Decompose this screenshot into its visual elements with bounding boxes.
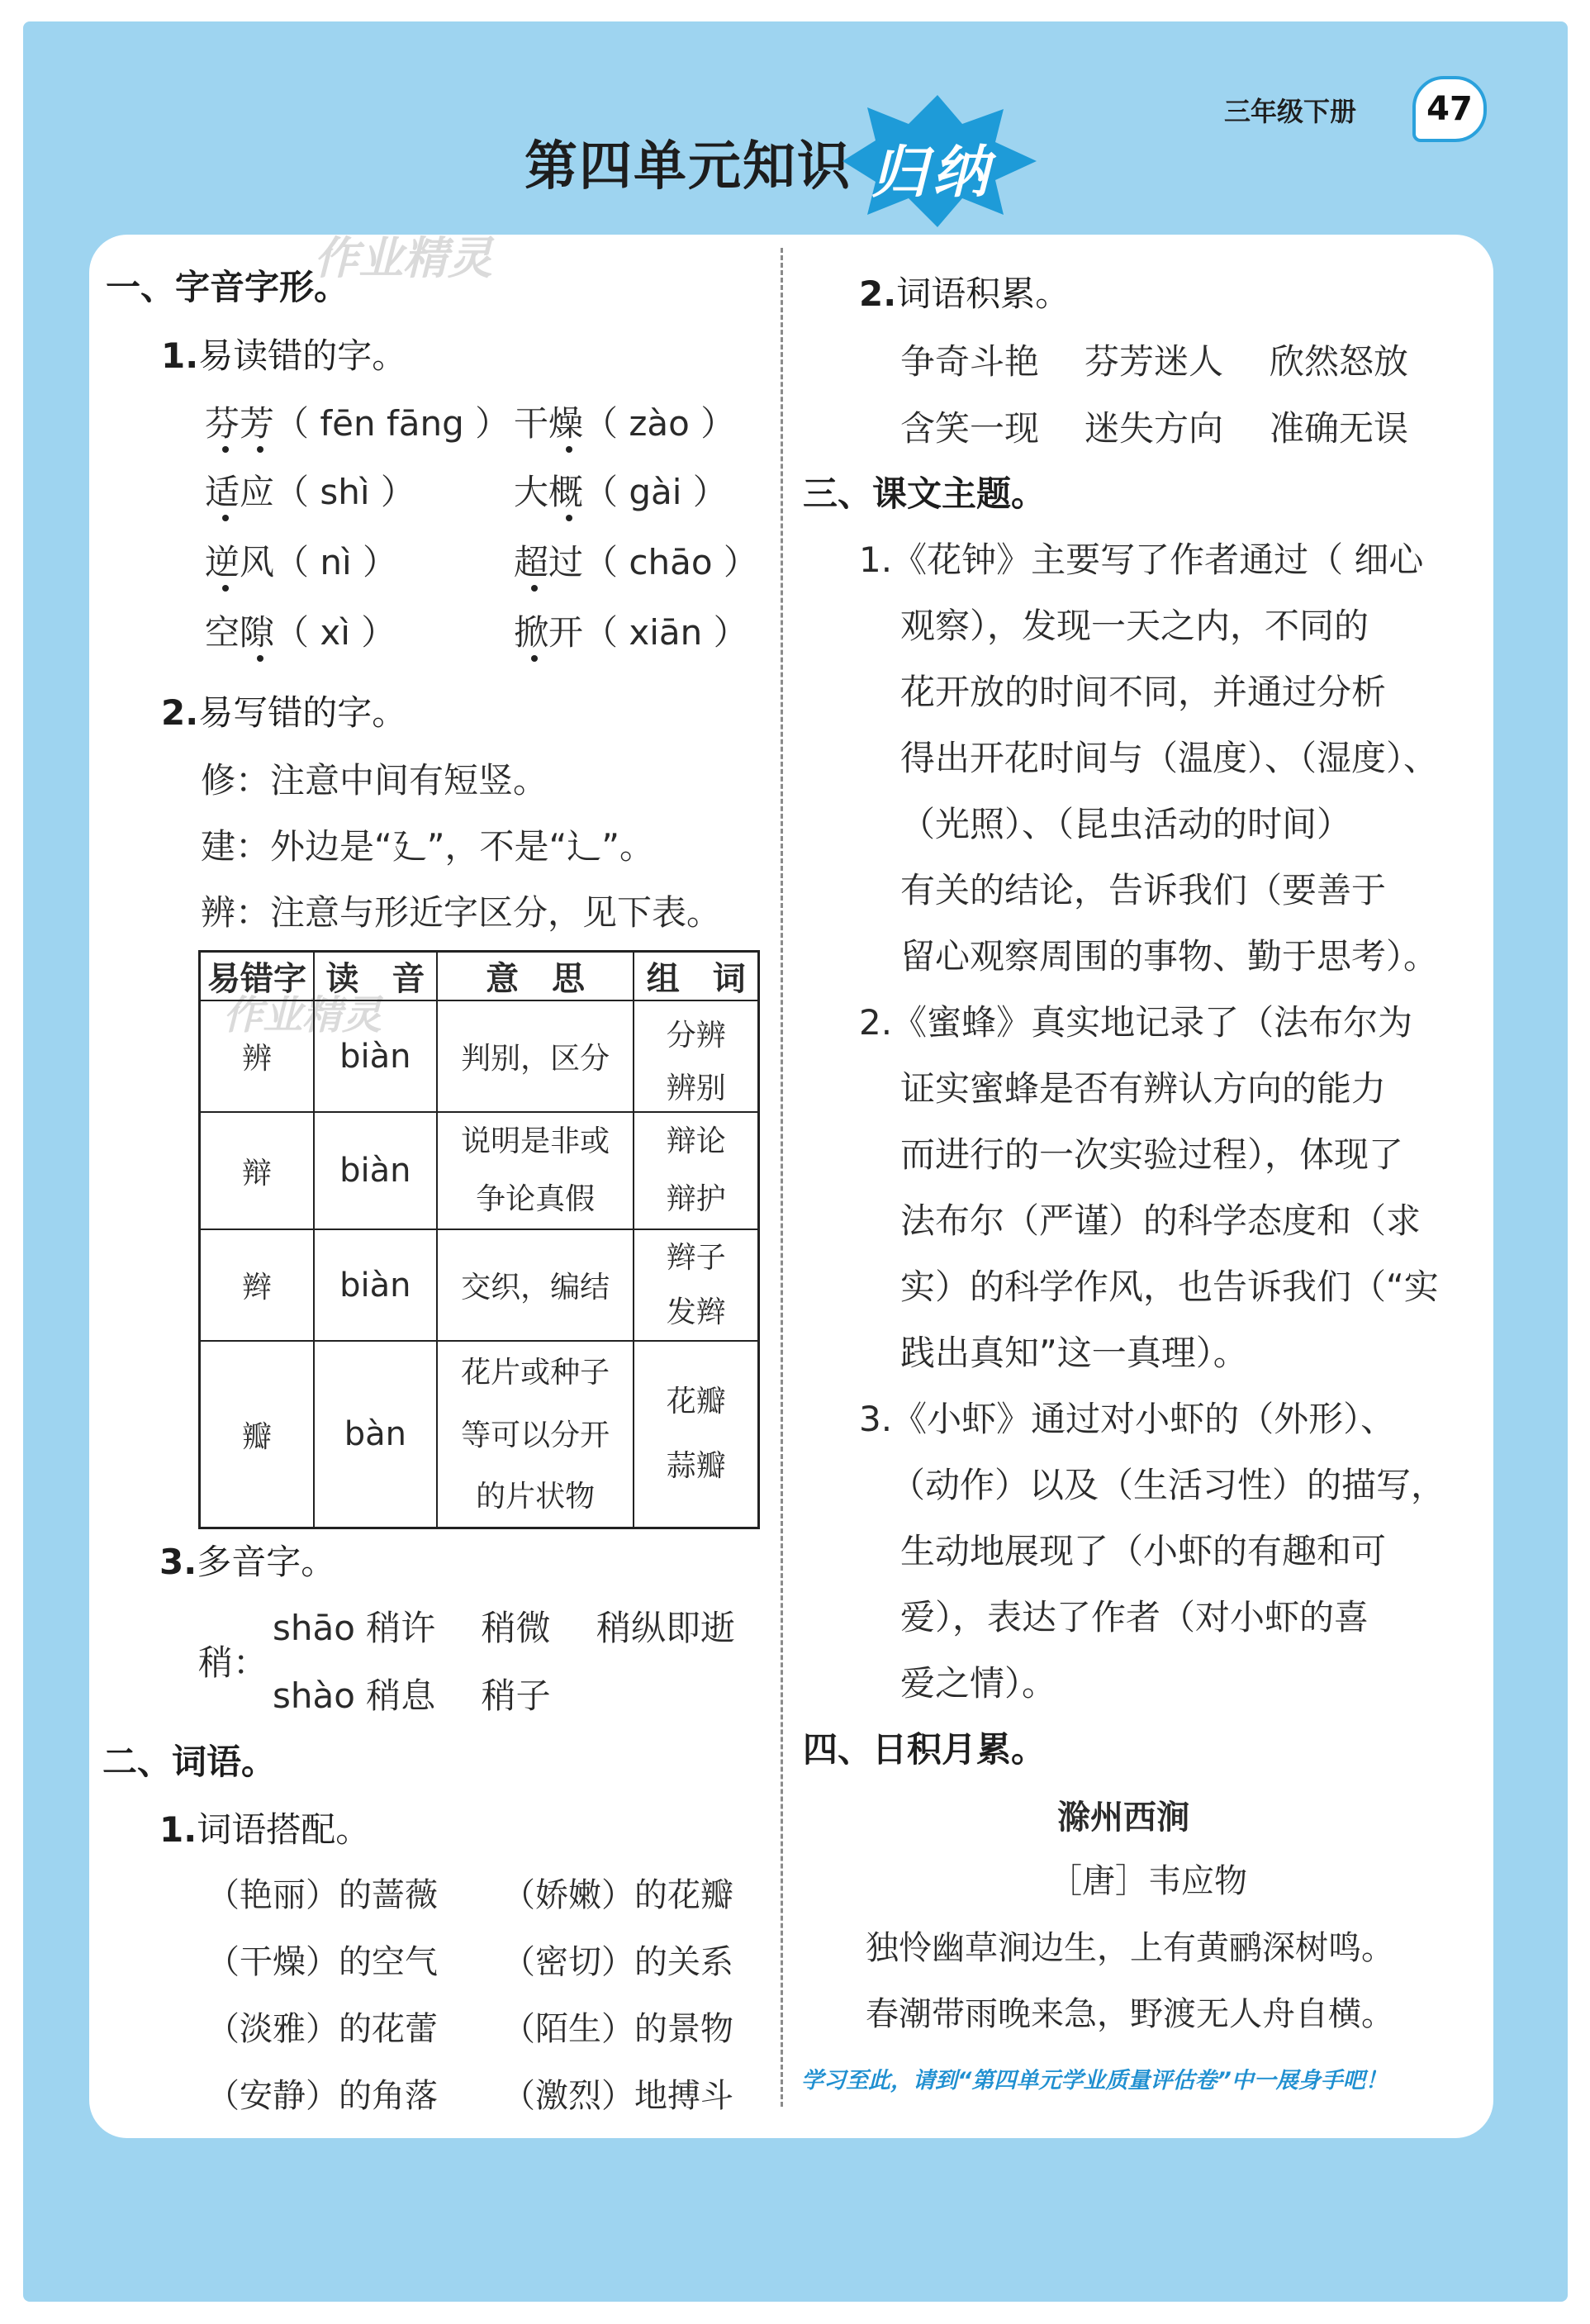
table-cell-meaning xyxy=(437,1000,634,1112)
word-line: 辩护 xyxy=(666,1182,726,1216)
theme-line: 证实蜜蜂是否有辨认方向的能力 xyxy=(900,1068,1387,1109)
pron-word: 芬芳 xyxy=(205,403,275,444)
poem-line: 独怜幽草涧边生，上有黄鹂深树鸣。 xyxy=(866,1929,1394,1967)
pron-item xyxy=(205,535,397,585)
table-cell-words xyxy=(634,1112,758,1229)
pron-item xyxy=(514,535,758,585)
polyphone-line: shào 稍息 稍子 xyxy=(273,1675,551,1716)
sub-heading xyxy=(161,329,406,378)
word-pair: （陌生）的景物 xyxy=(502,2010,733,2048)
column-divider xyxy=(781,248,783,2107)
pron-item xyxy=(514,606,748,655)
meaning-line: 争论真假 xyxy=(476,1182,596,1216)
word-pair: （艳丽）的蔷薇 xyxy=(206,1876,438,1914)
table-header: 读 音 xyxy=(314,952,437,1001)
sub-heading xyxy=(159,1535,335,1585)
section3-heading: 三、课文主题。 xyxy=(803,473,1047,514)
word-line: 蒜瓣 xyxy=(666,1449,726,1483)
theme-line: 法布尔（严谨）的科学态度和（求 xyxy=(900,1200,1422,1241)
idiom: 芬芳迷人 xyxy=(1085,341,1224,382)
pron-item xyxy=(205,465,415,515)
pron-pinyin: （ xiān ） xyxy=(583,612,748,653)
sub-label: 易写错的字。 xyxy=(198,692,407,733)
theme-line: 留心观察周围的事物、勤于思考）。 xyxy=(900,936,1439,977)
section1-heading: 一、字音字形。 xyxy=(106,267,349,307)
pron-pinyin: （ zào ） xyxy=(583,403,736,444)
table-header-row xyxy=(200,952,759,1001)
sub-number: 2. xyxy=(161,692,199,733)
sub-label: 多音字。 xyxy=(197,1542,336,1582)
page-title: 第四单元知识 xyxy=(524,136,852,197)
pron-item xyxy=(205,397,510,446)
theme-line: （光照）、（昆虫活动的时间） xyxy=(900,804,1352,844)
pron-pinyin: （ nì ） xyxy=(274,542,398,582)
sub-number: 1. xyxy=(161,335,199,376)
theme-line: 观察），发现一天之内，不同的 xyxy=(900,606,1369,646)
idiom: 准确无误 xyxy=(1270,408,1409,449)
pron-word: 大概 xyxy=(514,472,584,512)
table-row xyxy=(200,1229,759,1341)
pron-word: 适应 xyxy=(205,472,275,512)
theme-line: 践出真知”这一真理）。 xyxy=(900,1333,1248,1373)
word-pair: （娇嫩）的花瓣 xyxy=(502,1876,733,1914)
theme-line: （动作）以及（生活习性）的描写， xyxy=(890,1465,1446,1505)
pron-pinyin: （ xì ） xyxy=(274,612,396,653)
theme-line: 生动地展现了（小虾的有趣和可 xyxy=(900,1531,1387,1571)
word-line: 花瓣 xyxy=(666,1385,726,1419)
emphasis-dot xyxy=(531,655,538,662)
sub-number: 3. xyxy=(159,1542,197,1582)
sub-heading xyxy=(161,686,406,735)
table-cell-reading: biàn xyxy=(314,1000,437,1112)
table-row xyxy=(200,1341,759,1528)
table-row xyxy=(200,1000,759,1112)
table-cell-char: 辩 xyxy=(200,1112,314,1229)
pron-item xyxy=(205,606,396,655)
footer-note: 学习至此，请到“第四单元学业质量评估卷”中一展身手吧！ xyxy=(801,2068,1388,2094)
table-cell-char: 辫 xyxy=(200,1229,314,1341)
sub-label: 词语积累。 xyxy=(896,273,1070,314)
table-cell-words xyxy=(634,1000,758,1112)
table-cell-meaning xyxy=(437,1341,634,1528)
word-pair: （干燥）的空气 xyxy=(206,1943,438,1981)
word-pair: （淡雅）的花蕾 xyxy=(206,2010,438,2048)
pron-item xyxy=(514,465,728,515)
poem-author: ［唐］韦应物 xyxy=(1049,1862,1247,1900)
table-cell-meaning xyxy=(437,1112,634,1229)
emphasis-dot xyxy=(566,515,572,521)
section4-heading: 四、日积月累。 xyxy=(803,1729,1047,1770)
meaning-line: 花片或种子 xyxy=(461,1356,610,1390)
table-cell-char: 辨 xyxy=(200,1000,314,1112)
theme-line: 爱），表达了作者（对小虾的喜 xyxy=(900,1597,1369,1637)
pron-pinyin: （ shì ） xyxy=(274,472,415,512)
word-pair: （安静）的角落 xyxy=(206,2077,438,2115)
table-header: 组 词 xyxy=(634,952,758,1001)
emphasis-dot xyxy=(531,585,538,592)
watermark: 作业精灵 xyxy=(223,992,382,1038)
idiom: 迷失方向 xyxy=(1085,408,1224,449)
write-note: 建：外边是“廴”，不是“辶”。 xyxy=(201,826,655,867)
theme-line: 爱之情）。 xyxy=(900,1663,1057,1704)
table-header: 意 思 xyxy=(437,952,634,1001)
emphasis-dot xyxy=(257,446,263,453)
polyphone-char: 稍： xyxy=(198,1642,268,1683)
badge-label: 归纳 xyxy=(871,140,994,206)
word-line: 辩论 xyxy=(666,1124,726,1158)
table-cell-words xyxy=(634,1341,758,1528)
pron-word: 逆风 xyxy=(205,542,275,582)
pron-word: 掀开 xyxy=(514,612,584,653)
table-cell-words xyxy=(634,1229,758,1341)
error-char-table xyxy=(198,950,760,1529)
word-line: 辨别 xyxy=(666,1071,726,1105)
theme-line: 2.《蜜蜂》真实地记录了（法布尔为 xyxy=(859,1002,1413,1043)
theme-line: 3.《小虾》通过对小虾的（外形）、 xyxy=(859,1399,1396,1439)
emphasis-dot xyxy=(222,446,229,453)
theme-line: 花开放的时间不同，并通过分析 xyxy=(900,672,1387,712)
watermark: 作业精灵 xyxy=(314,232,492,284)
sub-number: 1. xyxy=(159,1809,197,1850)
emphasis-dot xyxy=(566,446,572,453)
idiom: 含笑一现 xyxy=(900,408,1040,449)
word-line: 辫子 xyxy=(666,1240,726,1275)
section2-heading: 二、词语。 xyxy=(102,1742,277,1782)
write-note: 修：注意中间有短竖。 xyxy=(201,760,548,801)
word-pair: （密切）的关系 xyxy=(502,1943,733,1981)
table-header: 易错字 xyxy=(200,952,314,1001)
grade-label: 三年级下册 xyxy=(1224,96,1357,127)
table-cell-meaning xyxy=(437,1229,634,1341)
theme-line: 得出开花时间与（温度）、（湿度）、 xyxy=(900,738,1439,778)
meaning-line: 说明是非或 xyxy=(461,1124,610,1158)
sub-label: 词语搭配。 xyxy=(197,1809,371,1850)
pron-word: 空隙 xyxy=(205,612,275,653)
table-cell-reading: bàn xyxy=(314,1341,437,1528)
sub-label: 易读错的字。 xyxy=(198,335,407,376)
emphasis-dot xyxy=(222,515,229,521)
sub-heading xyxy=(159,1803,370,1852)
word-pair: （激烈）地搏斗 xyxy=(502,2077,733,2115)
table-cell-reading: biàn xyxy=(314,1229,437,1341)
theme-line: 而进行的一次实验过程），体现了 xyxy=(900,1134,1404,1175)
pron-item xyxy=(514,397,735,446)
write-note: 辨：注意与形近字区分，见下表。 xyxy=(201,892,722,933)
theme-line: 实）的科学作风，也告诉我们（“实 xyxy=(900,1267,1439,1307)
pron-pinyin: （ gài ） xyxy=(583,472,728,512)
table-cell-reading: biàn xyxy=(314,1112,437,1229)
word-line: 分辨 xyxy=(666,1018,726,1053)
pron-pinyin: （ fēn fāng ） xyxy=(274,403,510,444)
page-number: 47 xyxy=(1412,76,1487,142)
poem-title: 滁州西涧 xyxy=(1057,1799,1189,1837)
sub-heading xyxy=(859,267,1070,316)
meaning-line: 的片状物 xyxy=(476,1480,596,1514)
poem-line: 春潮带雨晚来急，野渡无人舟自横。 xyxy=(866,1995,1394,2033)
pron-word: 超过 xyxy=(514,542,584,582)
sub-number: 2. xyxy=(859,273,897,314)
pron-word: 干燥 xyxy=(514,403,584,444)
theme-line: 1.《花钟》主要写了作者通过（ 细心 xyxy=(859,539,1424,580)
idiom: 欣然怒放 xyxy=(1270,341,1409,382)
pron-pinyin: （ chāo ） xyxy=(583,542,758,582)
meaning-line: 等可以分开 xyxy=(461,1419,610,1452)
word-line: 发辫 xyxy=(666,1295,726,1329)
table-row xyxy=(200,1112,759,1229)
meaning-line: 交织，编结 xyxy=(461,1271,610,1305)
theme-line: 有关的结论，告诉我们（要善于 xyxy=(900,870,1387,910)
emphasis-dot xyxy=(222,585,229,592)
polyphone-line: shāo 稍许 稍微 稍纵即逝 xyxy=(273,1608,735,1648)
table-cell-char: 瓣 xyxy=(200,1341,314,1528)
emphasis-dot xyxy=(257,655,263,662)
idiom: 争奇斗艳 xyxy=(900,341,1040,382)
meaning-line: 判别，区分 xyxy=(461,1042,610,1076)
